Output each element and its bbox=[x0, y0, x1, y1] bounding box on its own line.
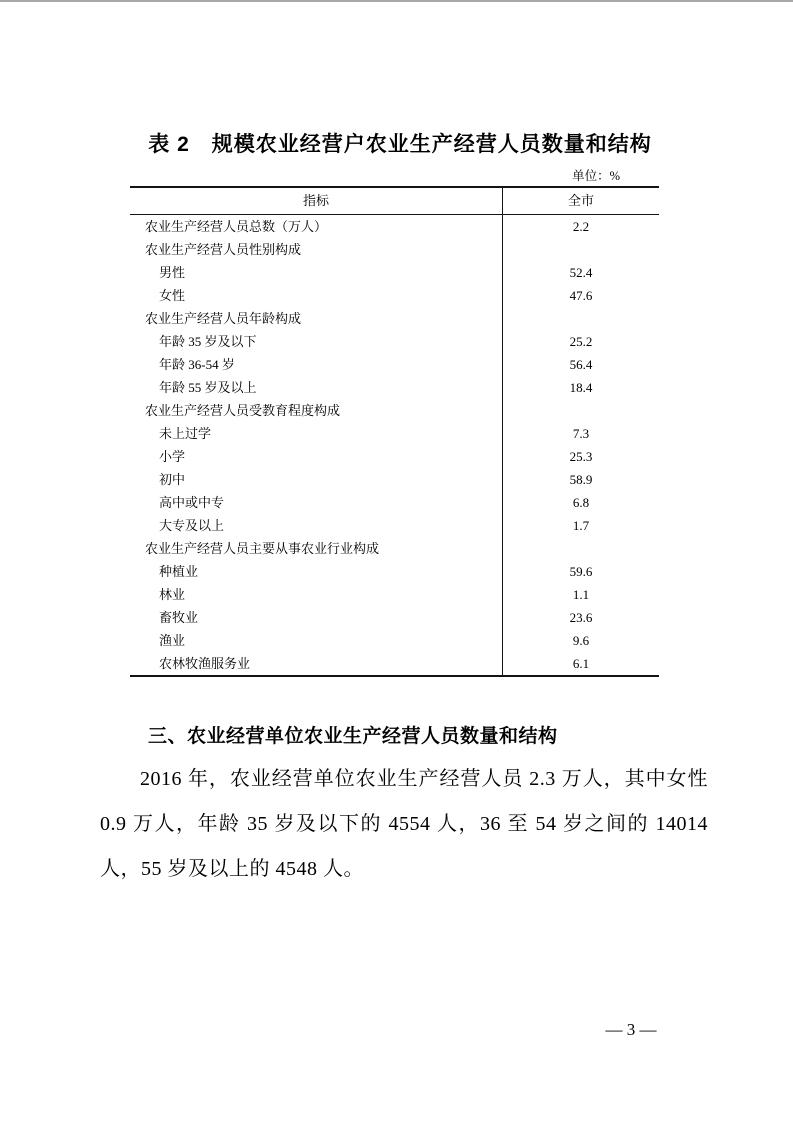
row-label: 男性 bbox=[159, 265, 186, 280]
table-row bbox=[130, 353, 659, 376]
row-label: 初中 bbox=[159, 472, 186, 487]
row-value: 6.8 bbox=[502, 491, 659, 514]
row-label: 农业生产经营人员主要从事农业行业构成 bbox=[145, 541, 380, 556]
row-value: 52.4 bbox=[502, 261, 659, 284]
row-label: 年龄 36-54 岁 bbox=[159, 357, 235, 372]
row-label: 年龄 55 岁及以上 bbox=[159, 380, 257, 395]
row-value: 2.2 bbox=[502, 215, 659, 238]
table-row bbox=[130, 652, 659, 675]
row-label: 农业生产经营人员受教育程度构成 bbox=[145, 403, 341, 418]
table-row bbox=[130, 307, 659, 330]
table-row bbox=[130, 583, 659, 606]
row-label: 渔业 bbox=[159, 633, 186, 648]
row-value: 25.3 bbox=[502, 445, 659, 468]
table-row bbox=[130, 606, 659, 629]
row-value bbox=[502, 537, 659, 560]
table-row bbox=[130, 376, 659, 399]
table-row bbox=[130, 560, 659, 583]
row-label: 大专及以上 bbox=[159, 518, 225, 533]
row-label: 女性 bbox=[159, 288, 186, 303]
row-label: 畜牧业 bbox=[159, 610, 199, 625]
table-row bbox=[130, 537, 659, 560]
table-row bbox=[130, 330, 659, 353]
row-label: 种植业 bbox=[159, 564, 199, 579]
table-title: 表 2 规模农业经营户农业生产经营人员数量和结构 bbox=[148, 133, 652, 156]
row-value: 1.1 bbox=[502, 583, 659, 606]
statistics-table bbox=[130, 186, 659, 677]
row-value: 25.2 bbox=[502, 330, 659, 353]
row-label: 林业 bbox=[159, 587, 186, 602]
row-label: 未上过学 bbox=[159, 426, 212, 441]
row-value: 23.6 bbox=[502, 606, 659, 629]
table-row bbox=[130, 468, 659, 491]
section-heading: 三、农业经营单位农业生产经营人员数量和结构 bbox=[148, 726, 558, 747]
row-value: 9.6 bbox=[502, 629, 659, 652]
table-row bbox=[130, 629, 659, 652]
row-label: 年龄 35 岁及以下 bbox=[159, 334, 257, 349]
row-value: 18.4 bbox=[502, 376, 659, 399]
unit-label: 单位：% bbox=[572, 169, 620, 183]
row-label: 小学 bbox=[159, 449, 186, 464]
table-body bbox=[130, 215, 659, 675]
row-label: 农业生产经营人员年龄构成 bbox=[145, 311, 302, 326]
page-number: — 3 — bbox=[605, 1020, 657, 1039]
table-row bbox=[130, 261, 659, 284]
table-row bbox=[130, 422, 659, 445]
row-label: 农业生产经营人员性别构成 bbox=[145, 242, 302, 257]
top-scan-line bbox=[0, 0, 793, 2]
row-value bbox=[502, 399, 659, 422]
table-row bbox=[130, 238, 659, 261]
row-value: 58.9 bbox=[502, 468, 659, 491]
row-value: 1.7 bbox=[502, 514, 659, 537]
row-value bbox=[502, 238, 659, 261]
row-value: 6.1 bbox=[502, 652, 659, 675]
table-row bbox=[130, 284, 659, 307]
column-header-citywide: 全市 bbox=[502, 188, 659, 214]
row-value bbox=[502, 307, 659, 330]
row-value: 59.6 bbox=[502, 560, 659, 583]
table-row bbox=[130, 491, 659, 514]
table-row bbox=[130, 215, 659, 238]
table-row bbox=[130, 445, 659, 468]
table-row bbox=[130, 514, 659, 537]
table-header-row bbox=[130, 188, 659, 215]
row-label: 农业生产经营人员总数（万人） bbox=[145, 219, 328, 234]
column-header-indicator: 指标 bbox=[302, 193, 329, 208]
row-label: 农林牧渔服务业 bbox=[159, 656, 251, 671]
row-label: 高中或中专 bbox=[159, 495, 225, 510]
row-value: 47.6 bbox=[502, 284, 659, 307]
row-value: 56.4 bbox=[502, 353, 659, 376]
body-paragraph: 2016 年，农业经营单位农业生产经营人员 2.3 万人，其中女性 0.9 万人，年龄 35 岁及以下的 4554 人，36 至 54 岁之间的 14014 人，55 岁及以上的 4548 人。 bbox=[100, 768, 708, 880]
row-value: 7.3 bbox=[502, 422, 659, 445]
table-row bbox=[130, 399, 659, 422]
